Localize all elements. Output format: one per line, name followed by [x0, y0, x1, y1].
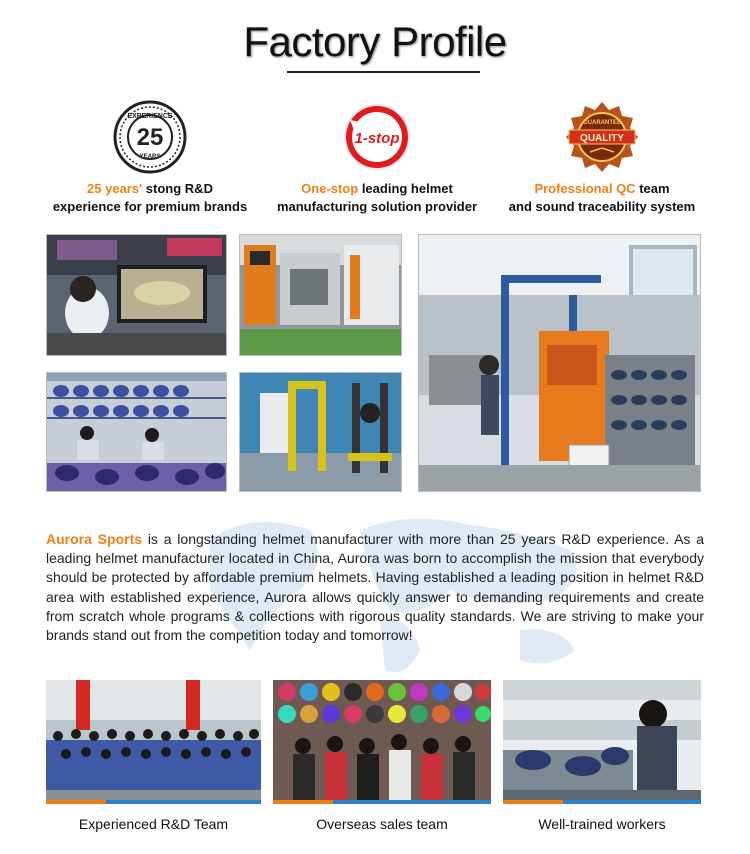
feature-highlight: 25 years': [87, 181, 143, 196]
page-title: Factory Profile: [243, 18, 507, 65]
badge-label: 1-stop: [354, 130, 400, 147]
feature-text-line2: manufacturing solution provider: [276, 199, 478, 214]
brand-name: Aurora Sports: [46, 531, 143, 547]
accent-bar: [46, 800, 106, 804]
feature-highlight: One-stop: [301, 181, 359, 196]
feature-caption: [25, 180, 275, 216]
team-caption-workers: Well-trained workers: [538, 816, 666, 832]
testing-lab-photo: [239, 372, 402, 492]
sales-team-photo: [273, 680, 491, 804]
feature-text-line2: experience for premium brands: [52, 199, 248, 214]
badge-label: EXPERIENCE: [127, 113, 173, 120]
accent-bar-blue: [333, 800, 491, 804]
accent-bar-blue: [106, 800, 261, 804]
feature-one-stop: [252, 100, 502, 216]
title-underline: [287, 71, 480, 73]
experience-badge-icon: [113, 100, 187, 174]
feature-text: leading helmet: [358, 181, 453, 196]
one-stop-badge-icon: [340, 100, 414, 174]
rd-team-photo: [46, 680, 261, 804]
helmet-shelf-photo: [46, 372, 227, 492]
badge-number: 25: [136, 124, 164, 151]
accent-bar-blue: [563, 800, 701, 804]
accent-bar: [273, 800, 333, 804]
feature-caption: [477, 180, 727, 216]
workers-photo: [503, 680, 701, 804]
feature-quality: [477, 100, 727, 216]
feature-experience: [25, 100, 275, 216]
accent-bar: [503, 800, 563, 804]
team-caption-sales: Overseas sales team: [316, 816, 448, 832]
quality-guarantee-icon: [565, 100, 639, 174]
feature-text-line2: and sound traceability system: [508, 199, 696, 214]
company-description: [46, 530, 704, 645]
badge-unit: YEARS: [139, 154, 161, 160]
rd-office-photo: [46, 234, 227, 356]
feature-text: team: [635, 181, 670, 196]
cnc-machine-photo: [239, 234, 402, 356]
team-caption-rd: Experienced R&D Team: [78, 816, 229, 832]
production-line-photo: [418, 234, 701, 492]
badge-word: QUALITY: [580, 133, 624, 144]
badge-label: GUARANTEE: [582, 120, 622, 126]
feature-highlight: Professional QC: [534, 181, 636, 196]
feature-caption: [252, 180, 502, 216]
description-body: is a longstanding helmet manufacturer with more than 25 years R&D experience. As a leading helmet manufacturer located in China, Aurora was born to accomplish the mission that everybody should be protected by affordable premium helmets. Having established a leading position in helmet R&D area with established experience, Aurora allows quickly answer to demanding requirements and create from scratch whole programs & collections with rigorous quality standards. We are striving to make your brands stand out from the competition today and tomorrow!: [46, 531, 705, 644]
feature-text: stong R&D: [142, 181, 213, 196]
